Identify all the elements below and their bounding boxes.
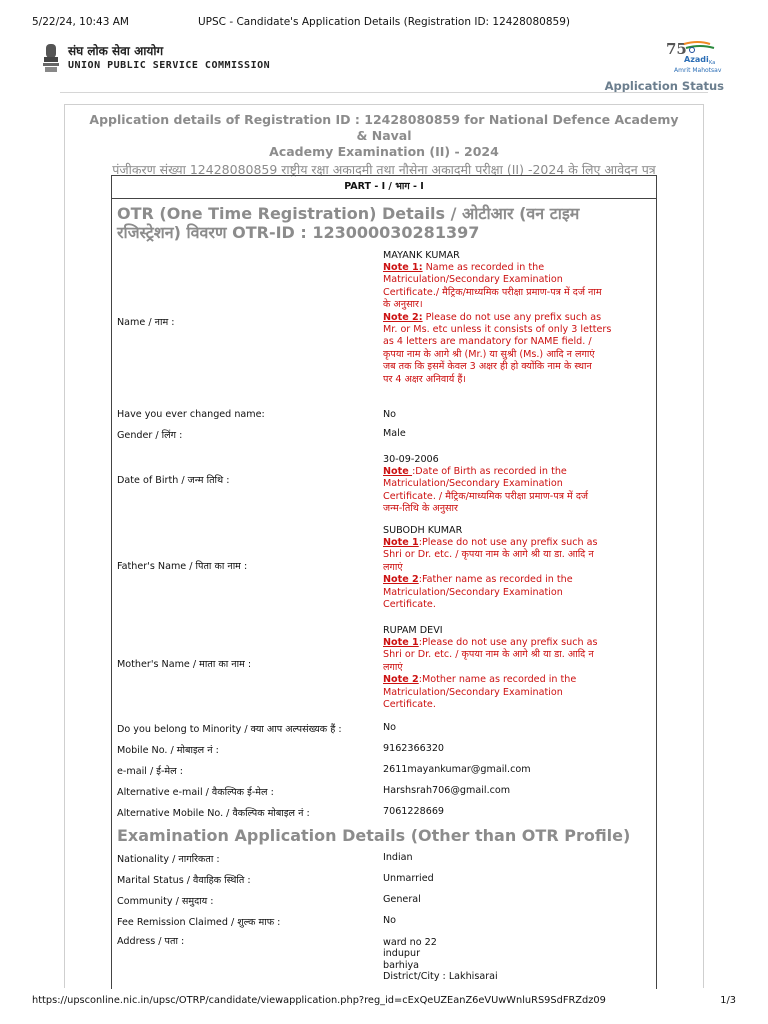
mobile-label: Mobile No. / मोबाइल नं : [117, 745, 219, 756]
changed-name-value: No [383, 409, 397, 420]
dob-label: Date of Birth / जन्म तिथि : [117, 475, 230, 486]
alt-mobile-value: 7061228669 [383, 806, 445, 817]
print-header [32, 16, 736, 30]
changed-name-label: Have you ever changed name: [117, 409, 265, 420]
mobile-value: 9162366320 [383, 743, 445, 754]
azadi-ka-amrit-mahotsav-logo-icon [664, 38, 728, 76]
name-note-2-line-1: Please do not use any prefix such as [422, 311, 602, 323]
dob-note-line-3: Certificate. / मैट्रिक/माध्यमिक परीक्षा प्रमाण-पत्र में दर्ज [383, 490, 589, 502]
print-page-number: 1/3 [720, 995, 736, 1006]
dob-note-key: Note [383, 466, 413, 477]
part-one-box [111, 175, 657, 989]
dob-note-line-4: जन्म-तिथि के अनुसार [383, 503, 458, 515]
father-note-1-key: Note 1 [383, 537, 419, 548]
gender-value: Male [383, 428, 406, 439]
name-row [112, 248, 656, 405]
name-value: MAYANK KUMAR [383, 250, 460, 261]
alt-mobile-label: Alternative Mobile No. / वैकल्पिक मोबाइल नं : [117, 808, 310, 819]
name-note-2-line-3: as 4 letters are mandatory for NAME field. / [383, 336, 592, 348]
name-note-2-line-6: पर 4 अक्षर अनिवार्य हैं। [383, 373, 467, 385]
marital-status-row [112, 871, 656, 892]
dob-value-cell [383, 454, 650, 516]
email-value: 2611mayankumar@gmail.com [383, 764, 531, 775]
mother-note-1 [383, 637, 650, 674]
part-heading: PART - I / भाग - I [112, 176, 656, 199]
name-note-2-line-4: कृपया नाम के आगे श्री (Mr.) या सुश्री (Ms.) आदि न लगाएं [383, 348, 595, 360]
otr-title-line-1: OTR (One Time Registration) Details / ओटीआर (वन टाइम [117, 204, 580, 223]
alt-email-value: Harshsrah706@gmail.com [383, 785, 511, 796]
exam-section-title: Examination Application Details (Other than OTR Profile) [117, 826, 631, 845]
name-note-2 [383, 312, 650, 386]
panel-title-hindi: पंजीकरण संख्या 12428080859 राष्ट्रीय रक्षा अकादमी तथा नौसेना अकादमी परीक्षा (II) -2024 के लिए आवेदन पत्र [112, 162, 656, 177]
fee-remission-value: No [383, 915, 397, 926]
name-label: Name / नाम : [117, 317, 175, 328]
svg-text:75: 75 [666, 40, 687, 58]
dob-note-line-1: :Date of Birth as recorded in the [412, 466, 567, 477]
father-note-1 [383, 537, 650, 574]
name-note-2-key: Note 2: [383, 311, 423, 323]
logo-line-1: Azadi [684, 55, 709, 64]
email-label: e-mail / ई-मेल : [117, 766, 183, 777]
name-note-1-line-1: Name as recorded in the [422, 262, 545, 273]
mother-note-1-line-1: :Please do not use any prefix such as [418, 637, 598, 648]
address-line-2: indupur [383, 948, 421, 960]
org-name-english: UNION PUBLIC SERVICE COMMISSION [68, 60, 271, 71]
address-line-4: District/City : Lakhisarai [383, 971, 498, 983]
dob-row [112, 447, 656, 520]
org-name-hindi: संघ लोक सेवा आयोग [68, 44, 164, 58]
father-note-2-key: Note 2 [383, 574, 419, 586]
minority-row [112, 718, 656, 739]
father-name-row [112, 520, 656, 619]
logo-line-3: Amrit Mahotsav [674, 67, 722, 74]
community-row [112, 892, 656, 913]
address-line-1: ward no 22 [383, 937, 437, 948]
mobile-row [112, 739, 656, 760]
father-note-1-line-2: Shri or Dr. etc. / कृपया नाम के आगे श्री या डा. आदि न [383, 549, 594, 561]
nationality-value: Indian [383, 852, 413, 863]
otr-section-title [112, 199, 656, 242]
dob-note [383, 466, 650, 516]
father-note-2 [383, 574, 650, 611]
mother-note-1-line-3: लगाएं [383, 661, 403, 673]
dob-note-line-2: Matriculation/Secondary Examination [383, 478, 563, 490]
panel-title [65, 105, 703, 160]
address-line-3: barhiya [383, 959, 420, 971]
fee-remission-row [112, 913, 656, 934]
marital-status-value: Unmarried [383, 873, 434, 884]
marital-status-label: Marital Status / वैवाहिक स्थिति : [117, 875, 251, 886]
print-url: https://upsconline.nic.in/upsc/OTRP/candidate/viewapplication.php?reg_id=cExQeUZEanZ6eVUwWnluRS9SdFRZdz09 [32, 995, 606, 1006]
panel-title-line-2: Academy Examination (II) - 2024 [269, 144, 499, 159]
otr-title-line-2: रजिस्ट्रेशन) विवरण OTR-ID : 123000030281397 [117, 223, 480, 242]
mother-note-2 [383, 674, 650, 711]
name-note-1-line-3: Certificate./ मैट्रिक/माध्यमिक परीक्षा प्रमाण-पत्र में दर्ज नाम [383, 286, 602, 298]
father-note-1-line-1: :Please do not use any prefix such as [418, 537, 598, 548]
name-note-2-line-2: Mr. or Ms. etc unless it consists of only 3 letters [383, 324, 612, 336]
alt-mobile-row [112, 802, 656, 823]
mother-name-row [112, 619, 656, 718]
mother-name-value-cell [383, 625, 650, 711]
application-details-panel [64, 104, 704, 988]
father-note-1-line-3: लगाएं [383, 561, 403, 573]
minority-label: Do you belong to Minority / क्या आप अल्पसंख्यक हैं : [117, 724, 342, 735]
minority-value: No [383, 722, 397, 733]
alt-email-label: Alternative e-mail / वैकल्पिक ई-मेल : [117, 787, 274, 798]
father-note-2-line-3: Certificate. [383, 599, 436, 611]
fee-remission-label: Fee Remission Claimed / शुल्क माफ : [117, 917, 281, 928]
site-header [40, 38, 728, 93]
mother-note-1-line-2: Shri or Dr. etc. / कृपया नाम के आगे श्री या डा. आदि न [383, 649, 594, 661]
panel-title-line-1: Application details of Registration ID : 12428080859 for National Defence Academy & Naval [89, 112, 679, 143]
mother-note-2-line-1: :Mother name as recorded in the [418, 674, 577, 686]
print-page-title: UPSC - Candidate's Application Details (Registration ID: 12428080859) [198, 16, 570, 28]
print-footer [32, 995, 736, 1009]
mother-note-2-line-2: Matriculation/Secondary Examination [383, 686, 563, 698]
mother-note-2-key: Note 2 [383, 674, 419, 686]
print-timestamp: 5/22/24, 10:43 AM [32, 16, 129, 28]
name-note-1-line-2: Matriculation/Secondary Examination [383, 274, 563, 286]
address-value [383, 937, 650, 983]
mother-name-label: Mother's Name / माता का नाम : [117, 659, 252, 670]
mother-note-1-key: Note 1 [383, 637, 419, 648]
mother-note-2-line-3: Certificate. [383, 699, 436, 711]
name-value-cell [383, 250, 650, 386]
father-name-value: SUBODH KUMAR [383, 525, 463, 536]
header-divider [60, 92, 708, 93]
email-row [112, 760, 656, 781]
nationality-row [112, 850, 656, 871]
dob-value: 30-09-2006 [383, 454, 439, 465]
father-note-2-line-1: :Father name as recorded in the [418, 574, 573, 586]
community-label: Community / समुदाय : [117, 896, 214, 907]
nationality-label: Nationality / नागरिकता : [117, 854, 220, 865]
father-name-value-cell [383, 525, 650, 611]
changed-name-row [112, 405, 656, 426]
application-status-link[interactable]: Application Status [604, 79, 724, 93]
logo-line-2: Ka [709, 60, 716, 66]
address-row [112, 934, 656, 986]
gender-label: Gender / लिंग : [117, 430, 183, 441]
father-name-label: Father's Name / पिता का नाम : [117, 561, 248, 572]
national-emblem-icon [40, 42, 62, 74]
address-label: Address / पता : [117, 936, 185, 947]
community-value: General [383, 894, 421, 905]
mother-name-value: RUPAM DEVI [383, 625, 443, 636]
name-note-1-line-4: के अनुसार। [383, 299, 423, 311]
alt-email-row [112, 781, 656, 802]
name-note-1-key: Note 1: [383, 262, 423, 273]
name-note-2-line-5: जब तक कि इसमें केवल 3 अक्षर ही हो क्योंकि नाम के स्थान [383, 361, 592, 373]
gender-row [112, 426, 656, 447]
name-note-1 [383, 262, 650, 312]
father-note-2-line-2: Matriculation/Secondary Examination [383, 586, 563, 598]
